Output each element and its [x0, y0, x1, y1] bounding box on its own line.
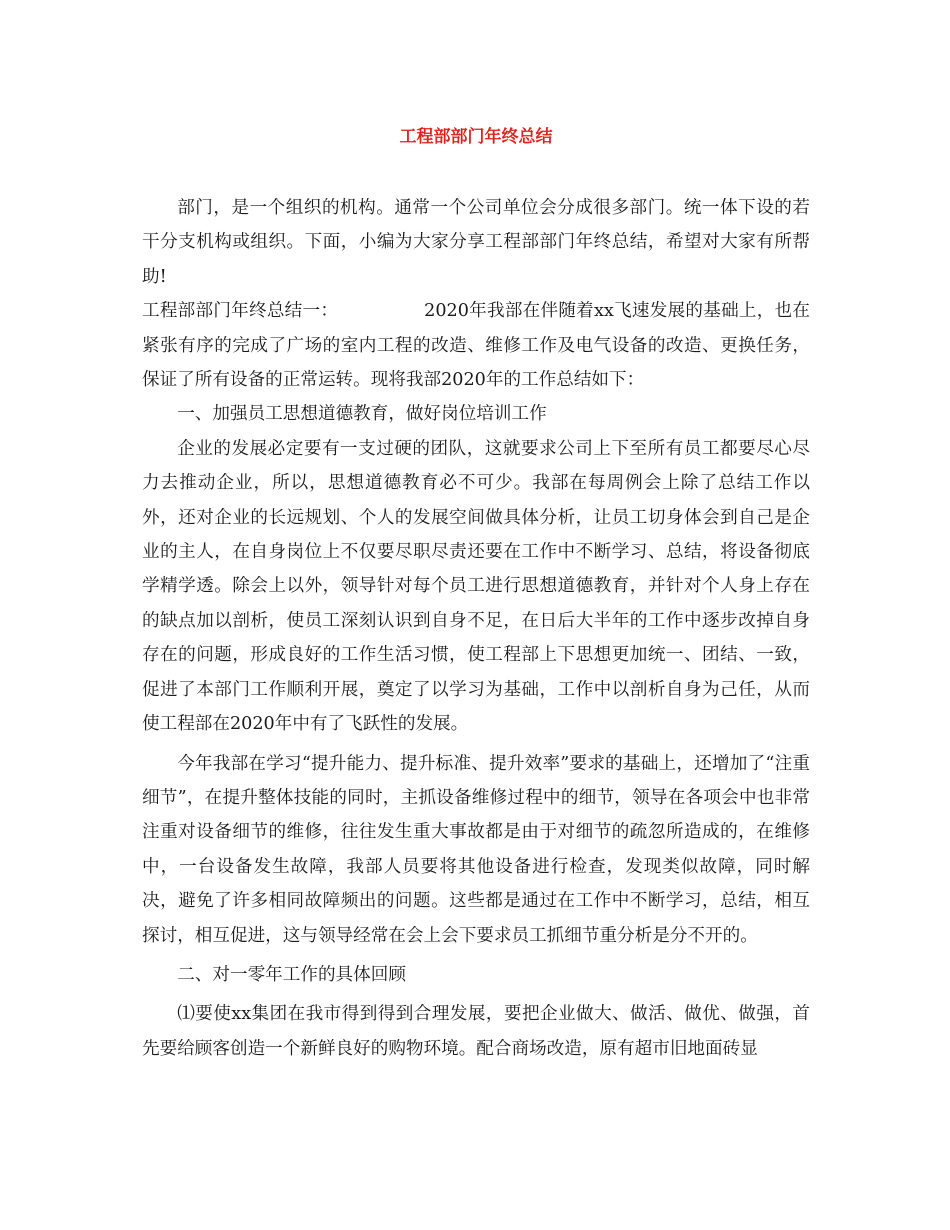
section2-paragraph-1: ⑴要使xx集团在我市得到得到合理发展，要把企业做大、做活、做优、做强，首先要给顾客创造一个新鲜良好的购物环境。配合商场改造，原有超市旧地面砖显 — [142, 1004, 810, 1059]
section2-heading: 二、对一零年工作的具体回顾 — [177, 964, 406, 985]
summary-paragraph — [142, 294, 810, 397]
section1-paragraph-2: 今年我部在学习“提升能力、提升标准、提升效率”要求的基础上，还增加了“注重细节”，在提升整体技能的同时，主抓设备维修过程中的细节，领导在各项会中也非常注重对设备细节的维修，往往发生重大事故都是由于对细节的疏忽所造成的，在维修中，一台设备发生故障，我部人员要将其他设备进行检查，发现类似故障，同时解决，避免了许多相同故障频出的问题。这些都是通过在工作中不断学习，总结，相互探讨，相互促进，这与领导经常在会上会下要求员工抓细节重分析是分不开的。 — [142, 753, 810, 946]
document-page — [142, 0, 810, 1230]
document-title: 工程部部门年终总结 — [399, 127, 553, 147]
summary-text: 2020年我部在伴随着xx飞速发展的基础上，也在紧张有序的完成了广场的室内工程的改造、维修工作及电气设备的改造、更换任务，保证了所有设备的正常运转。现将我部2020年的工作总结如下： — [142, 301, 810, 391]
document-body — [142, 191, 810, 1066]
intro-paragraph: 部门，是一个组织的机构。通常一个公司单位会分成很多部门。统一体下设的若干分支机构或组织。下面，小编为大家分享工程部部门年终总结，希望对大家有所帮助! — [142, 198, 810, 287]
section1-heading: 一、加强员工思想道德教育，做好岗位培训工作 — [177, 404, 547, 425]
section1-paragraph-1: 企业的发展必定要有一支过硬的团队，这就要求公司上下至所有员工都要尽心尽力去推动企业，所以，思想道德教育必不可少。我部在每周例会上除了总结工作以外，还对企业的长远规划、个人的发展空间做具体分析，让员工切身体会到自己是企业的主人，在自身岗位上不仅要尽职尽责还要在工作中不断学习、总结，将设备彻底学精学透。除会上以外，领导针对每个员工进行思想道德教育，并针对个人身上存在的缺点加以剖析，使员工深刻认识到自身不足，在日后大半年的工作中逐步改掉自身存在的问题，形成良好的工作生活习惯，使工程部上下思想更加统一、团结、一致，促进了本部门工作顺利开展，奠定了以学习为基础，工作中以剖析自身为己任，从而使工程部在2020年中有了飞跃性的发展。 — [142, 438, 810, 735]
summary-label: 工程部部门年终总结一： — [142, 301, 339, 322]
